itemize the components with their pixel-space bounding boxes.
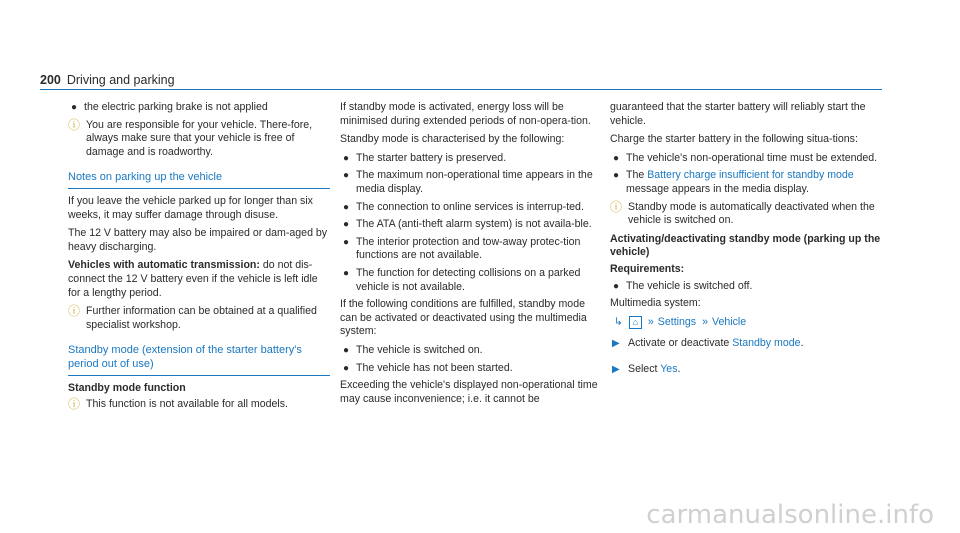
action-arrow-icon: ▶ [612, 363, 620, 375]
bullet-icon: ● [343, 170, 350, 182]
note-icon: ⓘ [68, 304, 81, 319]
bullet-icon: ● [613, 152, 620, 164]
list-item: ● The function for detecting collisions on a parked vehicle is not available. [343, 266, 581, 293]
arrow-right-icon: ↳ [614, 315, 623, 328]
chevron-right-icon: » [647, 315, 654, 328]
paragraph: Vehicles with automatic transmission: do not dis-connect the 12 V battery even if the vehicle is left idle for a lengthy period. [68, 259, 318, 299]
chevron-right-icon: » [702, 315, 708, 328]
action-step: ▶ Activate or deactivate Standby mode. [612, 337, 804, 350]
paragraph: guaranteed that the starter battery will reliably start the vehicle. [610, 101, 866, 127]
multimedia-label: Multimedia system: [610, 297, 701, 310]
section-heading-standby: Standby mode (extension of the starter battery's period out of use) [68, 344, 330, 375]
paragraph: Exceeding the vehicle's displayed non-operational time may cause inconvenience; i.e. it cannot be [340, 379, 598, 405]
bullet-icon: ● [343, 267, 350, 279]
note-icon: ⓘ [610, 199, 623, 214]
list-item: ● The maximum non-operational time appears in the media display. [343, 169, 593, 195]
note: ⓘ This function is not available for all models. [68, 397, 288, 412]
section-title: Driving and parking [66, 73, 175, 87]
list-item: ● The vehicle is switched on. [343, 343, 483, 356]
section-heading-parking: Notes on parking up the vehicle [68, 171, 330, 189]
column-2 [340, 101, 598, 411]
home-icon: ⌂ [629, 316, 642, 329]
bullet-icon: ● [343, 219, 350, 231]
list-item: ● The connection to online services is interrup-ted. [343, 200, 584, 213]
requirements-heading: Requirements: [610, 262, 685, 275]
standby-mode-option: Standby mode [732, 337, 801, 350]
paragraph: Standby mode is characterised by the following: [340, 133, 565, 146]
action-arrow-icon: ▶ [612, 338, 620, 350]
note: ⓘ You are responsible for your vehicle. There-fore, always make sure that your vehicle is free of damage and is roadworthy. [68, 117, 313, 158]
subheading: Activating/deactivating standby mode (parking up the vehicle) [610, 232, 881, 259]
list-item: ● The vehicle's non-operational time must be extended. [613, 151, 878, 164]
list-item: ● The starter battery is preserved. [343, 151, 507, 164]
page-number: 200 [40, 73, 61, 87]
bullet-icon: ● [343, 362, 350, 374]
subheading: Standby mode function [68, 381, 186, 394]
bullet-icon: ● [343, 152, 350, 164]
yes-option: Yes [660, 362, 678, 375]
paragraph: The 12 V battery may also be impaired or dam-aged by heavy discharging. [68, 227, 328, 253]
action-step: ▶ Select Yes. [612, 362, 681, 375]
list-item: ● The interior protection and tow-away protec-tion functions are not available. [343, 235, 581, 262]
note: ⓘ Further information can be obtained at a qualified specialist workshop. [68, 304, 317, 331]
column-1 [68, 101, 330, 417]
bullet-icon: ● [343, 201, 350, 213]
note-icon: ⓘ [68, 397, 81, 412]
list-item: ● The vehicle is switched off. [613, 279, 753, 292]
paragraph: Charge the starter battery in the following situa-tions: [610, 133, 858, 146]
list-item: ● The Battery charge insufficient for standby mode message appears in the media display. [613, 169, 854, 195]
list-item: ● The vehicle has not been started. [343, 361, 513, 374]
nav-settings: Settings [657, 315, 697, 328]
bullet-icon: ● [343, 236, 350, 248]
navigation-path [614, 316, 882, 330]
bullet-icon: ● [343, 344, 350, 356]
list-item: ● the electric parking brake is not applied [71, 101, 268, 113]
note: ⓘ Standby mode is automatically deactivated when the vehicle is switched on. [610, 199, 875, 227]
paragraph: If you leave the vehicle parked up for longer than six weeks, it may suffer damage through disuse. [68, 194, 313, 221]
list-item: ● The ATA (anti-theft alarm system) is not availa-ble. [343, 218, 592, 231]
page-header [40, 73, 175, 87]
bullet-icon: ● [71, 102, 78, 113]
header-divider [40, 89, 882, 90]
bullet-icon: ● [613, 170, 620, 182]
paragraph: If standby mode is activated, energy loss will be minimised during extended periods of non-opera-tion. [340, 101, 591, 127]
bullet-icon: ● [613, 280, 620, 292]
column-3 [610, 101, 882, 389]
nav-vehicle: Vehicle [711, 315, 747, 328]
display-message-text: Battery charge insufficient for standby mode [647, 169, 854, 182]
note-icon: ⓘ [68, 117, 81, 132]
watermark: carmanualsonline.info [646, 500, 934, 530]
paragraph: If the following conditions are fulfilled, standby mode can be activated or deactivated using the multimedia system: [340, 298, 587, 338]
